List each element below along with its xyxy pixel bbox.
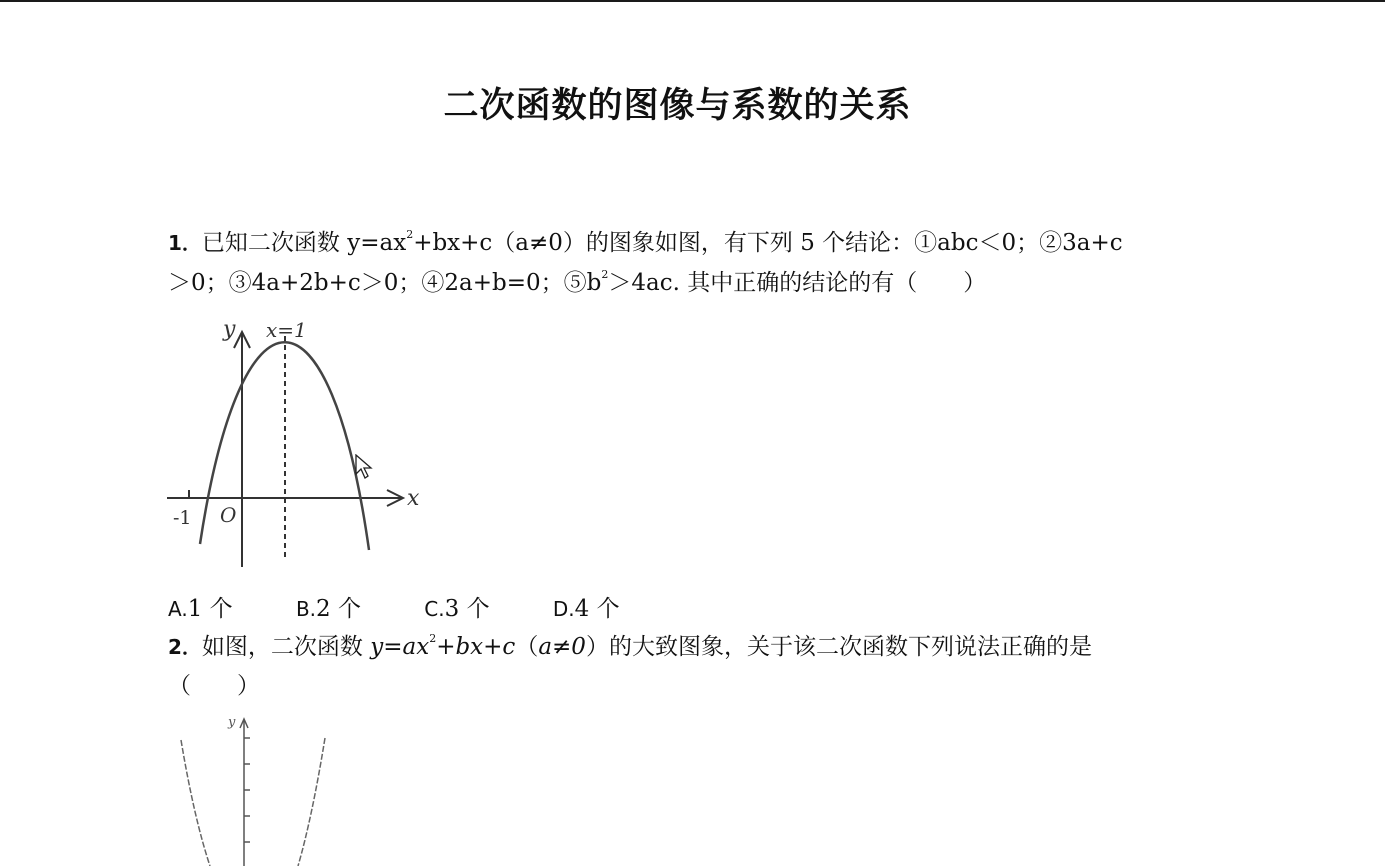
mouse-cursor-icon xyxy=(355,454,373,480)
q2-parabola-right-branch xyxy=(298,738,325,866)
q2-paren-open: （ xyxy=(515,634,539,660)
q2-exponent: 2 xyxy=(429,632,437,646)
q1-exponent-a: 2 xyxy=(406,228,414,242)
q1-choice-a[interactable]: A.1 个 xyxy=(168,596,233,622)
q1-origin-label: O xyxy=(220,503,237,527)
q1-text-a: 已知二次函数 y=ax xyxy=(201,230,407,256)
q2-line-1 xyxy=(168,632,1092,662)
q2-parabola-left-branch xyxy=(181,740,210,866)
q2-function-a: y=ax xyxy=(370,634,430,660)
page-title: 二次函数的图像与系数的关系 xyxy=(443,86,912,126)
q1-text-d: ＞4ac. 其中正确的结论的有（ ） xyxy=(608,270,987,296)
q1-line-2 xyxy=(168,268,986,298)
q2-text-a: 如图，二次函数 xyxy=(201,634,371,660)
q1-line-1 xyxy=(168,228,1123,258)
q2-number: 2． xyxy=(168,635,202,659)
q1-x-label: x xyxy=(407,486,420,511)
q1-number: 1． xyxy=(168,231,202,255)
q1-text-b: +bx+c（a≠0）的图象如图，有下列 5 个结论：①abc＜0；②3a+c xyxy=(413,230,1123,256)
q1-choices xyxy=(168,590,676,623)
q2-line-2: （ ） xyxy=(168,673,260,699)
q1-exponent-b: 2 xyxy=(601,268,609,282)
q1-axis-line-label: x=1 xyxy=(266,318,307,342)
q2-y-label: y xyxy=(228,715,236,730)
q2-parabola-figure xyxy=(170,708,340,866)
q1-choice-b[interactable]: B.2 个 xyxy=(295,596,361,622)
q1-y-label: y xyxy=(223,317,236,342)
q1-choice-d[interactable]: D.4 个 xyxy=(552,596,620,622)
q2-function-b: +bx+c xyxy=(436,634,516,660)
q1-text-c: ＞0；③4a+2b+c＞0；④2a+b=0；⑤b xyxy=(168,270,602,296)
q1-neg-tick-label: -1 xyxy=(173,507,192,529)
q2-text-b: ）的大致图象，关于该二次函数下列说法正确的是 xyxy=(585,634,1092,660)
q2-condition: a≠0 xyxy=(538,634,586,660)
q1-choice-c[interactable]: C.3 个 xyxy=(424,596,490,622)
top-border-line xyxy=(0,0,1385,2)
q1-parabola-figure xyxy=(165,312,425,572)
